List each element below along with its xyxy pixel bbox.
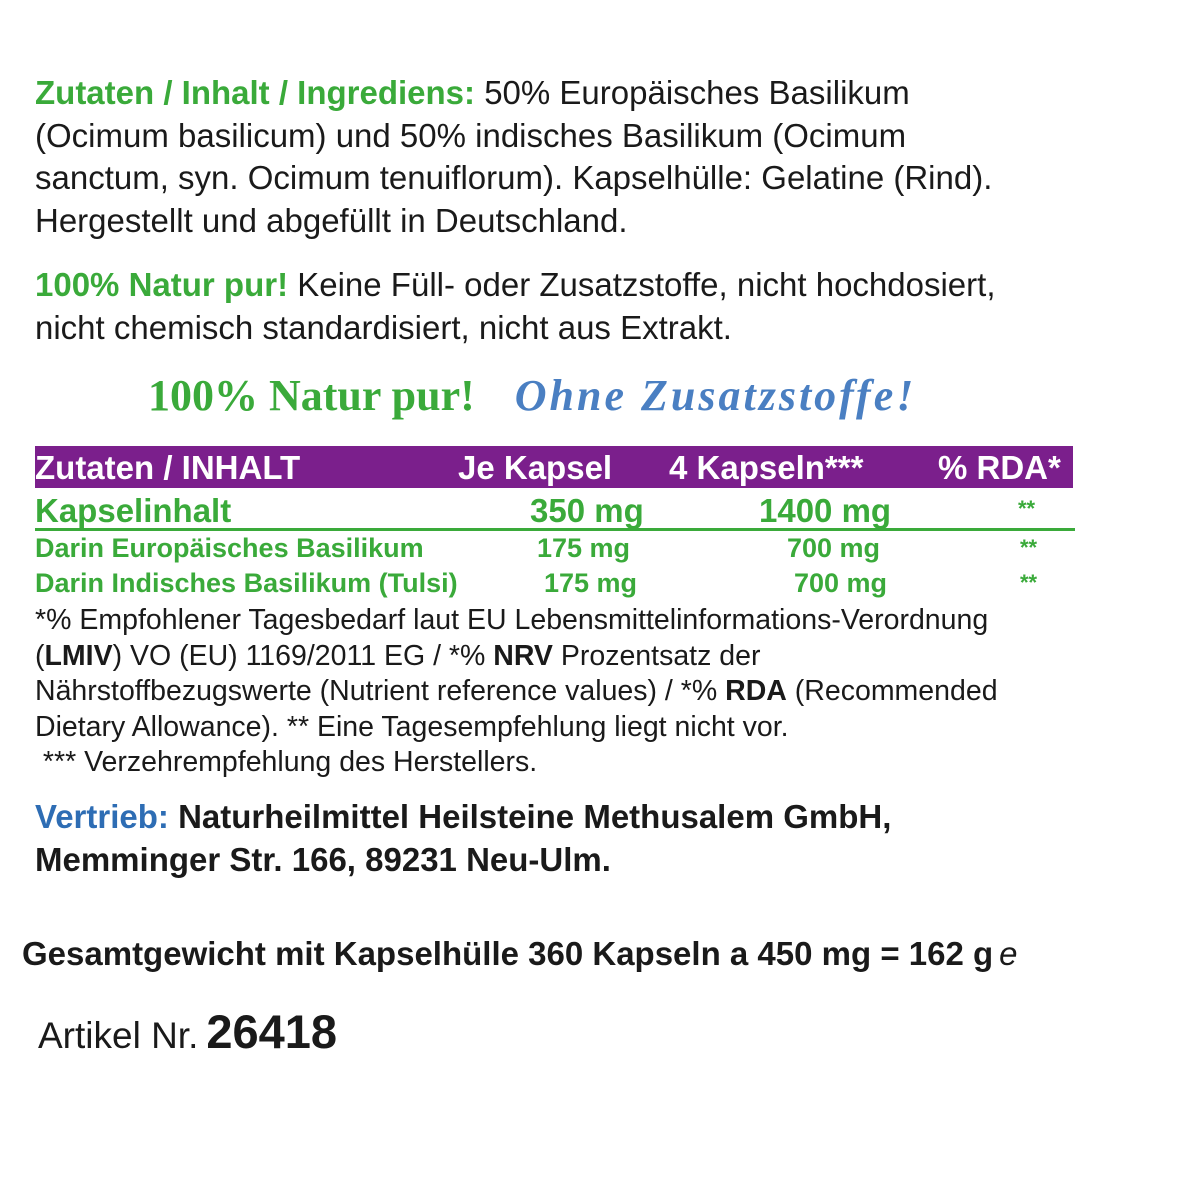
- row-name: Darin Europäisches Basilikum: [35, 533, 424, 563]
- table-row: [35, 533, 1075, 567]
- footnote-line-3: [35, 674, 1175, 710]
- footnotes: [35, 603, 1175, 781]
- slogan-ohne-zusatzstoffe: Ohne Zusatzstoffe!: [514, 371, 917, 420]
- row-per-capsule: 175 mg: [537, 533, 631, 563]
- row-name: Kapselinhalt: [35, 492, 232, 529]
- ingredients-section: [35, 72, 1165, 242]
- row-four-capsules: 700 mg: [794, 568, 888, 598]
- footnote-line-5: *** Verzehrempfehlung des Herstellers.: [35, 746, 538, 778]
- natur-section: [35, 264, 1165, 349]
- article-number: [38, 1004, 337, 1059]
- natur-line-1: [35, 264, 1165, 307]
- ingredients-line-2: (Ocimum basilicum) und 50% indisches Basilikum (Ocimum: [35, 116, 907, 154]
- ingredients-line-4: Hergestellt und abgefüllt in Deutschland.: [35, 201, 628, 239]
- slogan-natur: 100% Natur pur!: [148, 371, 475, 420]
- vertrieb-section: [35, 795, 1175, 881]
- footnote-text: Prozentsatz der: [552, 639, 761, 672]
- row-name: Darin Indisches Basilikum (Tulsi): [35, 568, 458, 598]
- vertrieb-label: Vertrieb:: [35, 798, 169, 835]
- header-rda: % RDA*: [938, 449, 1061, 486]
- article-number-value: 26418: [206, 1005, 338, 1058]
- ingredients-line-1: [35, 72, 1165, 115]
- nutrition-table-header: [35, 446, 1073, 488]
- natur-line-2: nicht chemisch standardisiert, nicht aus Extrakt.: [35, 308, 732, 346]
- header-four-capsules: 4 Kapseln***: [669, 449, 864, 486]
- row-four-capsules: 1400 mg: [759, 492, 892, 529]
- footnote-text: (: [35, 639, 45, 672]
- estimated-sign: e: [999, 935, 1018, 972]
- row-per-capsule: 350 mg: [530, 492, 644, 529]
- natur-text-1: Keine Füll- oder Zusatzstoffe, nicht hochdosiert,: [297, 266, 996, 303]
- table-row: [35, 492, 1075, 531]
- ingredients-label: Zutaten / Inhalt / Ingrediens:: [35, 74, 476, 111]
- slogan: [148, 370, 1148, 421]
- ingredients-text-1: 50% Europäisches Basilikum: [484, 74, 910, 111]
- header-per-capsule: Je Kapsel: [458, 449, 613, 486]
- footnote-text: ) VO (EU) 1169/2011 EG / *%: [112, 639, 494, 672]
- row-rda: **: [1018, 496, 1036, 521]
- article-label: Artikel Nr.: [38, 1015, 199, 1056]
- footnote-lmiv: LMIV: [44, 639, 113, 672]
- ingredients-line-3: sanctum, syn. Ocimum tenuiflorum). Kapselhülle: Gelatine (Rind).: [35, 159, 993, 196]
- vertrieb-company: Naturheilmittel Heilsteine Methusalem GmbH,: [178, 798, 892, 835]
- row-rda: **: [1020, 570, 1038, 595]
- header-ingredients: Zutaten / INHALT: [35, 449, 301, 486]
- footnote-nrv: NRV: [493, 639, 553, 672]
- row-rda: **: [1020, 535, 1038, 560]
- footnote-text: Nährstoffbezugswerte (Nutrient reference values) / *%: [35, 675, 726, 707]
- vertrieb-line-1: [35, 795, 1175, 838]
- footnote-line-2: [35, 639, 1175, 675]
- natur-label: 100% Natur pur!: [35, 266, 289, 303]
- total-weight: [22, 935, 1018, 973]
- vertrieb-address: Memminger Str. 166, 89231 Neu-Ulm.: [35, 841, 611, 878]
- table-row: [35, 568, 1075, 602]
- footnote-line-1: *% Empfohlener Tagesbedarf laut EU Lebensmittelinformations-Verordnung: [35, 604, 989, 636]
- row-per-capsule: 175 mg: [544, 568, 638, 598]
- footnote-rda: RDA: [725, 675, 787, 707]
- footnote-text: (Recommended: [786, 675, 998, 707]
- footnote-line-4: Dietary Allowance). ** Eine Tagesempfehlung liegt nicht vor.: [35, 710, 789, 743]
- total-weight-text: Gesamtgewicht mit Kapselhülle 360 Kapseln a 450 mg = 162 g: [22, 935, 994, 972]
- row-four-capsules: 700 mg: [787, 533, 881, 563]
